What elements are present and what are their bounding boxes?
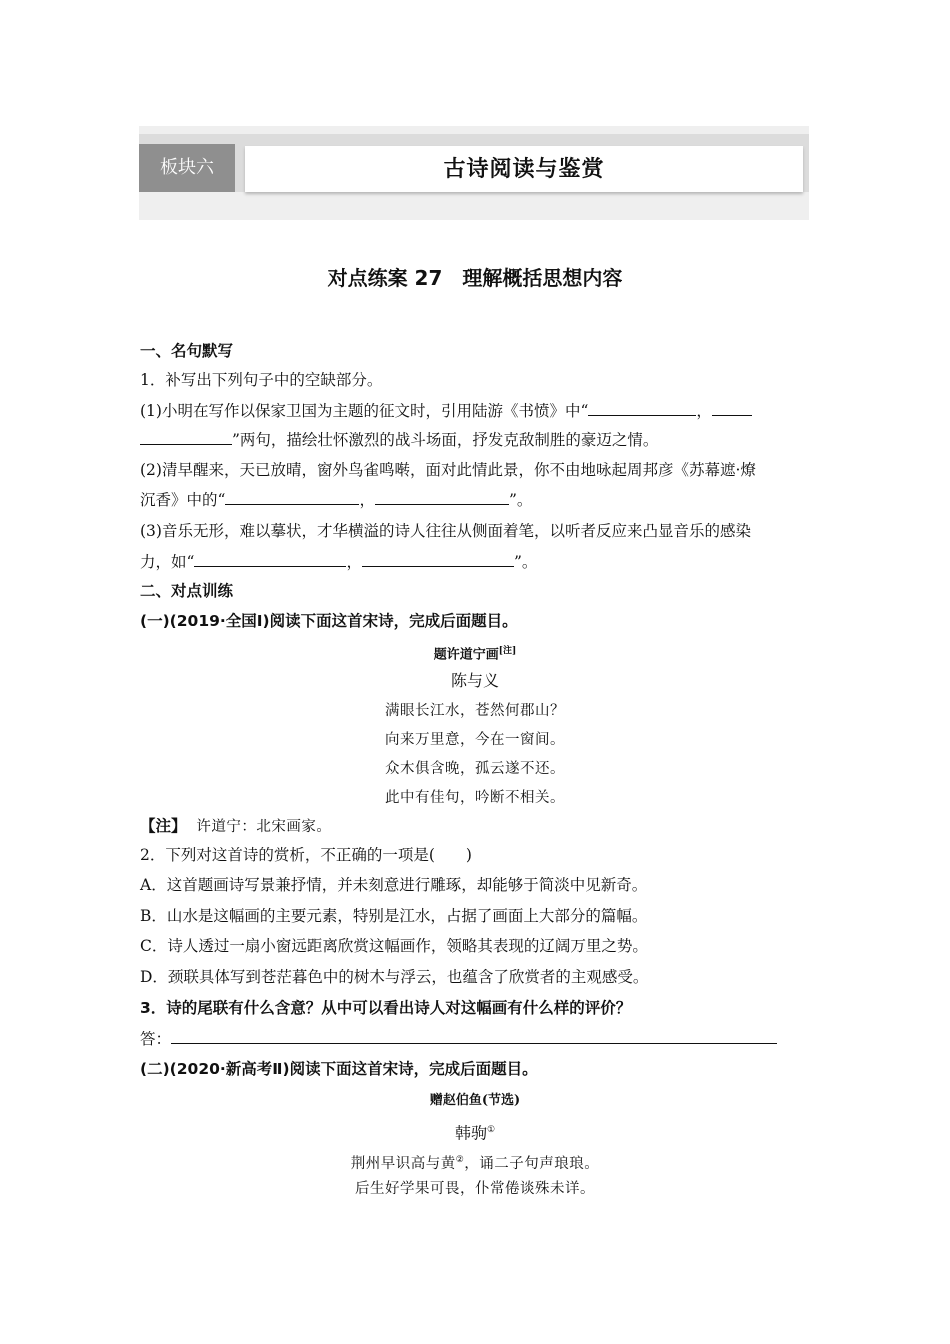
note-text: 许道宁：北宋画家。	[196, 819, 332, 835]
blank-4[interactable]	[375, 488, 509, 505]
q2-stem: 2．下列对这首诗的赏析，不正确的一项是( )	[140, 846, 472, 864]
blank-1[interactable]	[588, 399, 696, 416]
q1-1-text-a: (1)小明在写作以保家卫国为主题的征文时，引用陆游《书愤》中“	[140, 402, 589, 420]
banner-strip	[139, 134, 809, 192]
poem1-note	[140, 815, 810, 838]
blank-6[interactable]	[362, 550, 514, 567]
q1-2-line2	[140, 488, 810, 511]
poem2-author	[0, 1119, 950, 1144]
option-b: B．山水是这幅画的主要元素，特别是江水，占据了画面上大部分的篇幅。	[140, 907, 648, 925]
q3-stem: 3．诗的尾联有什么含意？从中可以看出诗人对这幅画有什么样的评价？	[140, 999, 632, 1017]
answer-label: 答：	[140, 1030, 172, 1048]
blank-2a[interactable]	[712, 399, 752, 416]
poem1-line-4: 此中有佳句，吟断不相关。	[385, 790, 565, 806]
poem2-author-mark: ①	[486, 1125, 496, 1135]
option-a: A．这首题画诗写景兼抒情，并未刻意进行雕琢，却能够于简淡中见新奇。	[140, 876, 648, 894]
poem2-line1-b: ，诵二子句声琅琅。	[464, 1155, 600, 1172]
q1-2-text-b: 沉香》中的“	[140, 491, 226, 509]
q1-1-text-b: ”两句，描绘壮怀激烈的战斗场面，抒发克敌制胜的豪迈之情。	[232, 431, 659, 449]
section-tag: 板块六	[139, 144, 235, 192]
option-d: D．颈联具体写到苍茫暮色中的树木与浮云，也蕴含了欣赏者的主观感受。	[140, 968, 649, 986]
close-quote: ”。	[508, 491, 533, 509]
part2-intro: (二)(2020·新高考Ⅱ)阅读下面这首宋诗，完成后面题目。	[140, 1060, 538, 1078]
poem2-line1-a: 荆州早识高与黄	[350, 1155, 456, 1172]
poem1-note-mark: [注]	[498, 646, 517, 656]
poem1-title	[0, 640, 950, 666]
option-c: C．诗人透过一扇小窗远距离欣赏这幅画作，领略其表现的辽阔万里之势。	[140, 937, 648, 955]
comma: ，	[346, 553, 362, 571]
poem2-line-1	[0, 1149, 950, 1175]
note-label: 【注】	[140, 817, 187, 835]
answer-line	[140, 1027, 810, 1050]
q1-2-line1: (2)清早醒来，天已放晴，窗外鸟雀鸣啭，面对此情此景，你不由地咏起周邦彦《苏幕遮·燎	[140, 461, 756, 479]
section-banner	[139, 126, 809, 220]
page-title: 对点练案 27 理解概括思想内容	[327, 266, 623, 290]
q1-3-line2	[140, 550, 810, 573]
poem1-title-text: 题许道宁画	[433, 647, 499, 663]
poem2-line-2: 后生好学果可畏，仆常倦谈殊未详。	[355, 1181, 595, 1197]
comma: ，	[359, 491, 375, 509]
poem2-author-text: 韩驹	[454, 1123, 487, 1143]
blank-3[interactable]	[225, 488, 359, 505]
q1-3-text-b: 力，如“	[140, 553, 195, 571]
q1-3-line1: (3)音乐无形，难以摹状，才华横溢的诗人往往从侧面着笔，以听者反应来凸显音乐的感染	[140, 522, 751, 540]
blank-5[interactable]	[194, 550, 346, 567]
poem2-line1-mark: ②	[455, 1155, 465, 1165]
q1-1-line2	[140, 428, 810, 451]
q1-stem: 1．补写出下列句子中的空缺部分。	[140, 371, 383, 389]
section2-heading: 二、对点训练	[140, 582, 234, 600]
section-title: 古诗阅读与鉴赏	[245, 146, 803, 192]
blank-2b[interactable]	[140, 428, 232, 445]
answer-blank[interactable]	[171, 1027, 777, 1044]
q1-1-line1	[140, 399, 810, 422]
comma: ，	[696, 402, 712, 420]
close-quote: ”。	[513, 553, 538, 571]
poem1-author: 陈与义	[450, 671, 499, 690]
part1-intro: (一)(2019·全国Ⅰ)阅读下面这首宋诗，完成后面题目。	[140, 612, 518, 630]
section1-heading: 一、名句默写	[140, 342, 234, 360]
poem2-title: 赠赵伯鱼(节选)	[429, 1093, 521, 1108]
poem1-line-2: 向来万里意，今在一窗间。	[385, 732, 565, 748]
poem1-line-3: 众木俱含晚，孤云遂不还。	[385, 761, 565, 777]
poem1-line-1: 满眼长江水，苍然何郡山？	[385, 703, 565, 719]
